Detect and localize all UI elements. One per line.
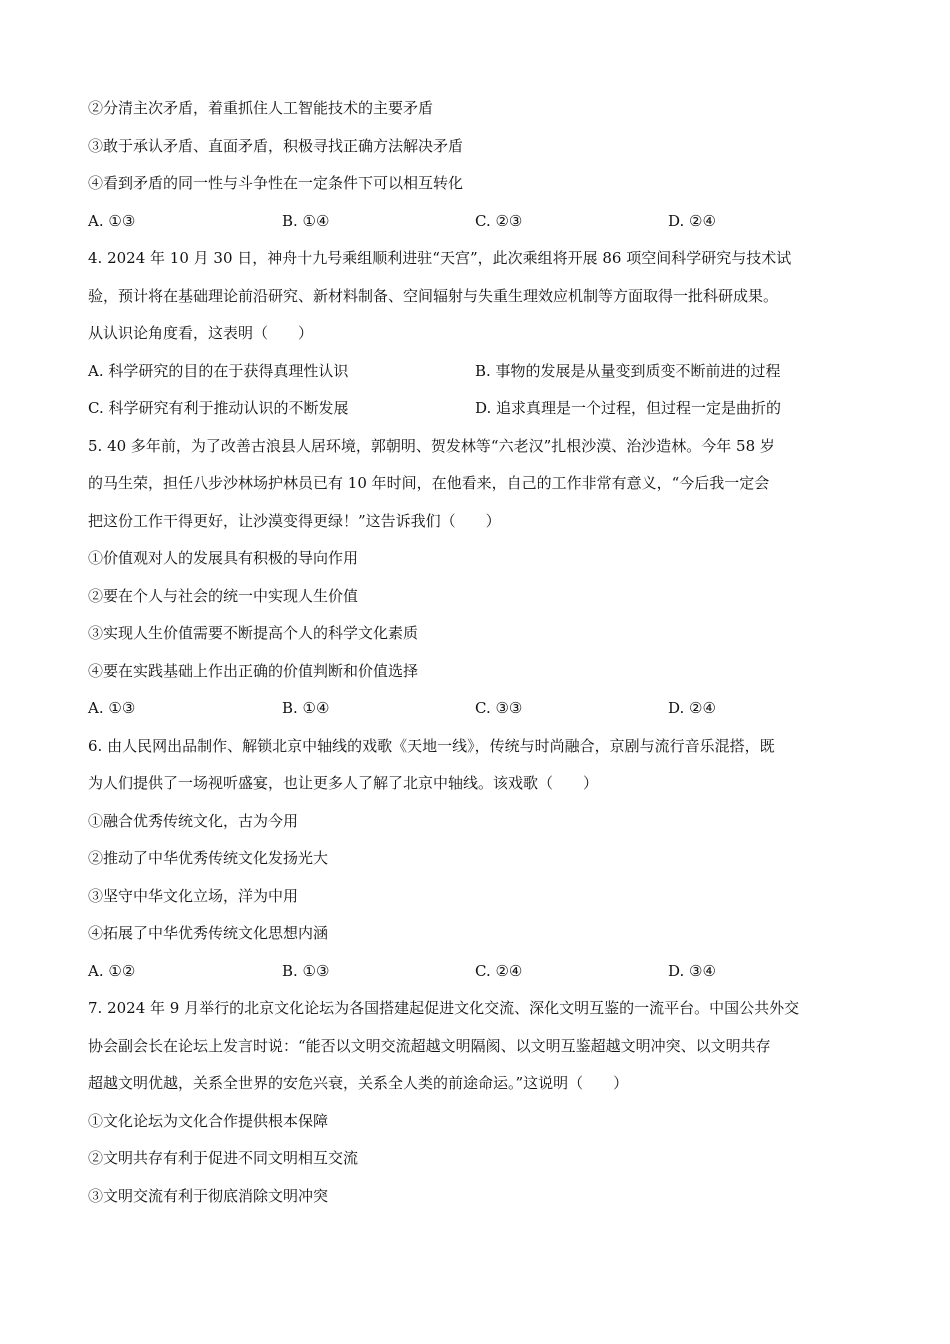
q7-stem-line-3: 超越文明优越，关系全世界的安危兴衰，关系全人类的前途命运。”这说明（ ）	[88, 1074, 629, 1092]
q4-stem-line-2: 验，预计将在基础理论前沿研究、新材料制备、空间辐射与失重生理效应机制等方面取得一批科研成果。	[88, 286, 779, 305]
q6-option-d: D. ③④	[668, 961, 716, 980]
q3-option-d: D. ②④	[668, 211, 716, 230]
q5-item-1: ①价值观对人的发展具有积极的导向作用	[88, 549, 359, 567]
q5-item-2: ②要在个人与社会的统一中实现人生价值	[88, 586, 359, 605]
q7-stem-line-2: 协会副会长在论坛上发言时说：“能否以文明交流超越文明隔阂、以文明互鉴超越文明冲突、以文明共存	[88, 1036, 771, 1055]
q3-option-b: B. ①④	[282, 211, 330, 230]
q4-stem-line-3: 从认识论角度看，这表明（ ）	[88, 324, 314, 342]
q6-item-4: ④拓展了中华优秀传统文化思想内涵	[88, 924, 329, 942]
q6-item-3: ③坚守中华文化立场，洋为中用	[88, 886, 299, 905]
q5-option-a: A. ①③	[88, 699, 136, 717]
q6-option-b: B. ①③	[282, 961, 330, 980]
q3-item-3: ③敢于承认矛盾、直面矛盾，积极寻找正确方法解决矛盾	[88, 136, 464, 155]
q5-stem-line-2: 的马生荣，担任八步沙林场护林员已有 10 年时间，在他看来，自己的工作非常有意义，“今后我一定会	[88, 474, 770, 492]
q7-item-2: ②文明共存有利于促进不同文明相互交流	[88, 1149, 359, 1167]
question-3	[88, 90, 868, 240]
q3-options	[88, 203, 868, 241]
q5-stem-line-1: 5. 40 多年前，为了改善古浪县人居环境，郭朝明、贺发林等“六老汉”扎根沙漠、治沙造林。今年 58 岁	[88, 436, 775, 455]
q3-option-a: A. ①③	[88, 211, 136, 230]
question-7	[88, 990, 868, 1215]
q5-option-d: D. ②④	[668, 699, 716, 717]
q4-option-c: C. 科学研究有利于推动认识的不断发展	[88, 399, 349, 417]
question-6	[88, 728, 868, 991]
q4-option-d: D. 追求真理是一个过程，但过程一定是曲折的	[475, 399, 782, 417]
q7-item-1: ①文化论坛为文化合作提供根本保障	[88, 1111, 329, 1130]
q4-options-row-1	[88, 353, 868, 391]
q4-option-a: A. 科学研究的目的在于获得真理性认识	[88, 361, 349, 380]
q6-stem-line-2: 为人们提供了一场视听盛宴，也让更多人了解了北京中轴线。该戏歌（ ）	[88, 774, 599, 792]
q6-stem-line-1: 6. 由人民网出品制作、解锁北京中轴线的戏歌《天地一线》，传统与时尚融合，京剧与流行音乐混搭，既	[88, 736, 775, 755]
q5-option-c: C. ③③	[475, 699, 523, 717]
q5-option-b: B. ①④	[282, 699, 330, 717]
q4-option-b: B. 事物的发展是从量变到质变不断前进的过程	[475, 361, 781, 380]
q3-item-2: ②分清主次矛盾，着重抓住人工智能技术的主要矛盾	[88, 99, 434, 117]
q6-option-c: C. ②④	[475, 961, 523, 980]
q6-options	[88, 953, 868, 991]
question-5	[88, 428, 868, 728]
q7-item-3: ③文明交流有利于彻底消除文明冲突	[88, 1186, 329, 1205]
q4-stem-line-1: 4. 2024 年 10 月 30 日，神舟十九号乘组顺利进驻“天宫”，此次乘组将开展 86 项空间科学研究与技术试	[88, 249, 792, 267]
q3-item-4: ④看到矛盾的同一性与斗争性在一定条件下可以相互转化	[88, 174, 464, 192]
q5-item-4: ④要在实践基础上作出正确的价值判断和价值选择	[88, 661, 419, 680]
question-4	[88, 240, 868, 428]
q3-option-c: C. ②③	[475, 211, 523, 230]
q6-item-1: ①融合优秀传统文化，古为今用	[88, 811, 299, 830]
q5-stem-line-3: 把这份工作干得更好，让沙漠变得更绿！”这告诉我们（ ）	[88, 511, 501, 530]
exam-page	[88, 90, 868, 1215]
q7-stem-line-1: 7. 2024 年 9 月举行的北京文化论坛为各国搭建起促进文化交流、深化文明互鉴的一流平台。中国公共外交	[88, 999, 800, 1017]
q6-item-2: ②推动了中华优秀传统文化发扬光大	[88, 849, 329, 867]
q4-options-row-2	[88, 390, 868, 428]
q5-options	[88, 690, 868, 728]
q6-option-a: A. ①②	[88, 961, 136, 980]
q5-item-3: ③实现人生价值需要不断提高个人的科学文化素质	[88, 624, 419, 642]
